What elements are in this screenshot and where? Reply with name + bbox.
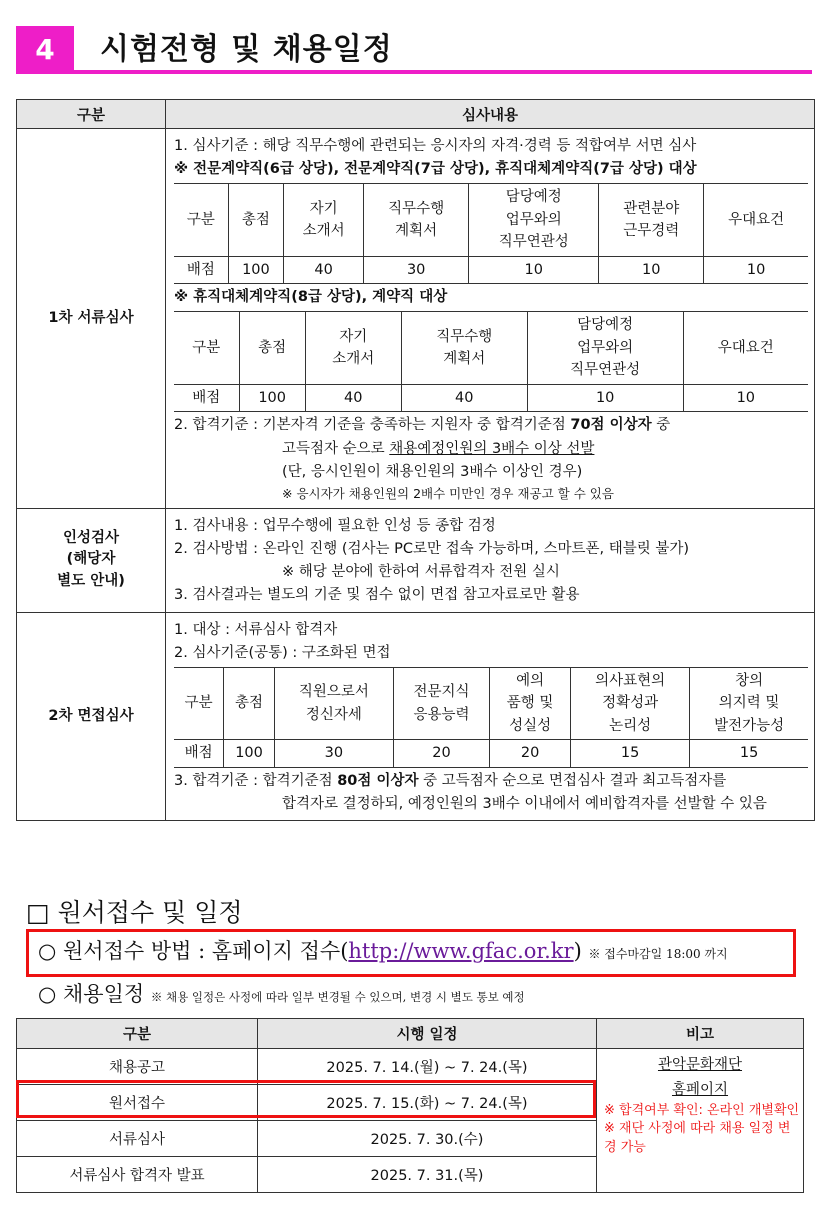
group1-score-cell: 10 — [599, 256, 704, 283]
sched-col-remark: 비고 — [597, 1019, 804, 1049]
interview-header-cell: 전문지식 응용능력 — [393, 668, 489, 740]
col-header-content: 심사내용 — [166, 100, 815, 129]
group1-title: ※ 전문계약직(6급 상당), 전문계약직(7급 상당), 휴직대체계약직(7급 상당) 대상 — [174, 161, 697, 178]
homepage-link[interactable]: http://www.gfac.or.kr — [348, 939, 574, 963]
group1-score-cell: 30 — [364, 256, 469, 283]
table-row: 서류심사 합격자 발표 2025. 7. 31.(목) — [17, 1157, 804, 1193]
interview-content: 1. 대상 : 서류심사 합격자 2. 심사기준(공통) : 구조화된 면접 구분 총점 직원으로서 정신자세 전문지식 응용능력 예의 품행 및 성실성 의사표현의 정확성과 논리성 창의 의지력 및 발전가능성 배점 100 30 20 20 15 15 3. 합격기준 : 합격기준점 80점 이상자 중 고득점자 순으로 면접심사 결과 최고득점자를 합격자로 결정하되, 예정인원의 3배수 이내에서 예비합격자를 선발할 수 있음 — [166, 612, 815, 821]
interview-score-cell: 20 — [490, 740, 571, 767]
interview-score-cell: 100 — [224, 740, 275, 767]
group2-header-cell: 자기 소개서 — [305, 312, 401, 384]
group2-title: ※ 휴직대체계약직(8급 상당), 계약직 대상 — [174, 289, 448, 306]
section-title: 시험전형 및 채용일정 — [100, 32, 393, 67]
group1-score-cell: 배점 — [174, 256, 228, 283]
table-row: 채용공고 2025. 7. 14.(월) ~ 7. 24.(목) 관악문화재단 홈페이지 ※ 합격여부 확인: 온라인 개별확인 ※ 재단 사정에 따라 채용 일정 변경 가능 — [17, 1049, 804, 1085]
group2-score-cell: 10 — [683, 384, 808, 411]
group1-header-cell: 직무수행 계획서 — [364, 184, 469, 256]
group1-header-cell: 자기 소개서 — [284, 184, 364, 256]
group1-score-cell: 10 — [704, 256, 808, 283]
group2-header-cell: 구분 — [174, 312, 239, 384]
group1-score-cell: 40 — [284, 256, 364, 283]
group2-score-table — [174, 311, 808, 412]
interview-pass-criteria: 3. 합격기준 : 합격기준점 80점 이상자 중 고득점자 순으로 면접심사 결과 최고득점자를 — [174, 772, 727, 789]
group2-score-cell: 배점 — [174, 384, 239, 411]
group2-score-cell: 10 — [527, 384, 683, 411]
interview-score-table — [174, 667, 808, 768]
interview-score-cell: 20 — [393, 740, 489, 767]
schedule-note: ※ 채용 일정은 사정에 따라 일부 변경될 수 있으며, 변경 시 별도 통보 예정 — [150, 990, 525, 1004]
section-underline — [16, 70, 812, 74]
group2-score-cell: 40 — [305, 384, 401, 411]
table-row: 서류심사 2025. 7. 30.(수) — [17, 1121, 804, 1157]
interview-score-cell: 배점 — [174, 740, 224, 767]
group1-header-cell: 구분 — [174, 184, 228, 256]
schedule-heading: ○ 채용일정 ※ 채용 일정은 사정에 따라 일부 변경될 수 있으며, 변경 시 별도 통보 예정 — [38, 982, 525, 1006]
personality-label: 인성검사 (해당자 별도 안내) — [17, 508, 166, 612]
doc-screening-content — [166, 129, 815, 509]
interview-score-cell: 30 — [274, 740, 393, 767]
interview-label: 2차 면접심사 — [17, 612, 166, 821]
group2-header-cell: 총점 — [239, 312, 305, 384]
group2-header-cell: 우대요건 — [683, 312, 808, 384]
interview-header-cell: 총점 — [224, 668, 275, 740]
sched-col-category: 구분 — [17, 1019, 258, 1049]
interview-score-cell: 15 — [690, 740, 808, 767]
group1-header-cell: 담당예정 업무와의 직무연관성 — [469, 184, 599, 256]
doc-criteria: 1. 심사기준 : 해당 직무수행에 관련되는 응시자의 자격·경력 등 적합여부 서면 심사 — [174, 138, 697, 154]
interview-header-cell: 의사표현의 정확성과 논리성 — [571, 668, 690, 740]
doc-pass-criteria: 2. 합격기준 : 기본자격 기준을 충족하는 지원자 중 합격기준점 70점 이상자 중 — [174, 417, 671, 434]
group1-score-cell: 100 — [228, 256, 283, 283]
group1-score-cell: 10 — [469, 256, 599, 283]
interview-header-cell: 예의 품행 및 성실성 — [490, 668, 571, 740]
apply-row-highlight — [16, 1080, 596, 1118]
table-row: 원서접수 2025. 7. 15.(화) ~ 7. 24.(목) — [17, 1085, 804, 1121]
screening-table — [16, 99, 815, 821]
apply-deadline-note: ※ 접수마감일 18:00 까지 — [588, 947, 728, 961]
group2-header-cell: 직무수행 계획서 — [401, 312, 527, 384]
group2-score-cell: 100 — [239, 384, 305, 411]
application-heading: □ 원서접수 및 일정 — [26, 898, 243, 927]
interview-header-cell: 직원으로서 정신자세 — [274, 668, 393, 740]
sched-remark: 관악문화재단 홈페이지 ※ 합격여부 확인: 온라인 개별확인 ※ 재단 사정에 따라 채용 일정 변경 가능 — [597, 1049, 804, 1193]
apply-method: ○ 원서접수 방법 : 홈페이지 접수(http://www.gfac.or.kr) ※ 접수마감일 18:00 까지 — [38, 939, 728, 963]
doc-screening-label: 1차 서류심사 — [17, 129, 166, 509]
group2-header-cell: 담당예정 업무와의 직무연관성 — [527, 312, 683, 384]
interview-score-cell: 15 — [571, 740, 690, 767]
group1-score-table — [174, 183, 808, 284]
section-number-badge: 4 — [16, 26, 74, 72]
sched-col-date: 시행 일정 — [258, 1019, 597, 1049]
doc-pass-line2: 고득점자 순으로 채용예정인원의 3배수 이상 선발 — [282, 440, 595, 457]
col-header-category: 구분 — [17, 100, 166, 129]
doc-pass-line3: (단, 응시인원이 채용인원의 3배수 이상인 경우) — [282, 463, 583, 480]
group1-header-cell: 총점 — [228, 184, 283, 256]
interview-header-cell: 구분 — [174, 668, 224, 740]
doc-pass-note: ※ 응시자가 채용인원의 2배수 미만인 경우 재공고 할 수 있음 — [282, 485, 614, 501]
group2-score-cell: 40 — [401, 384, 527, 411]
interview-header-cell: 창의 의지력 및 발전가능성 — [690, 668, 808, 740]
interview-pass-line2: 합격자로 결정하되, 예정인원의 3배수 이내에서 예비합격자를 선발할 수 있음 — [282, 796, 767, 813]
group1-header-cell: 우대요건 — [704, 184, 808, 256]
personality-content: 1. 검사내용 : 업무수행에 필요한 인성 등 종합 검정 2. 검사방법 : 온라인 진행 (검사는 PC로만 접속 가능하며, 스마트폰, 태블릿 불가) ※ 해당 분야에 한하여 서류합격자 전원 실시 3. 검사결과는 별도의 기준 및 점수 없이 면접 참고자료로만 활용 — [166, 508, 815, 612]
group1-header-cell: 관련분야 근무경력 — [599, 184, 704, 256]
